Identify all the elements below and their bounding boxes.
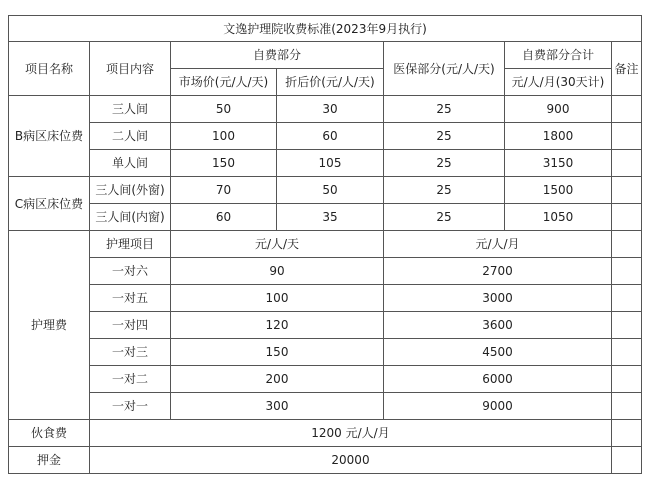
row-remark <box>612 366 642 393</box>
row-market: 150 <box>171 150 277 177</box>
nursing-header-per-day: 元/人/天 <box>171 231 384 258</box>
row-insurance: 25 <box>384 96 505 123</box>
nursing-item: 一对一 <box>90 393 171 420</box>
row-remark <box>612 420 642 447</box>
header-remark: 备注 <box>612 42 642 96</box>
meals-label: 伙食费 <box>9 420 90 447</box>
row-total: 1050 <box>505 204 612 231</box>
header-market-price: 市场价(元/人/天) <box>171 69 277 96</box>
nursing-per-month: 6000 <box>384 366 612 393</box>
header-self-pay: 自费部分 <box>171 42 384 69</box>
row-total: 3150 <box>505 150 612 177</box>
table-row <box>9 177 642 204</box>
table-row <box>9 339 642 366</box>
row-market: 100 <box>171 123 277 150</box>
nursing-per-day: 120 <box>171 312 384 339</box>
row-discount: 50 <box>277 177 384 204</box>
row-remark <box>612 96 642 123</box>
nursing-per-month: 3000 <box>384 285 612 312</box>
nursing-per-month: 2700 <box>384 258 612 285</box>
nursing-per-month: 3600 <box>384 312 612 339</box>
table-row <box>9 312 642 339</box>
deposit-value: 20000 <box>90 447 612 474</box>
ward-b-label: B病区床位费 <box>9 96 90 177</box>
row-discount: 60 <box>277 123 384 150</box>
row-discount: 30 <box>277 96 384 123</box>
nursing-item: 一对二 <box>90 366 171 393</box>
table-row <box>9 258 642 285</box>
table-row <box>9 231 642 258</box>
row-content: 三人间(内窗) <box>90 204 171 231</box>
nursing-per-day: 150 <box>171 339 384 366</box>
table-title: 文逸护理院收费标准(2023年9月执行) <box>9 16 642 42</box>
nursing-per-day: 90 <box>171 258 384 285</box>
row-remark <box>612 312 642 339</box>
row-content: 三人间 <box>90 96 171 123</box>
deposit-label: 押金 <box>9 447 90 474</box>
table-row <box>9 285 642 312</box>
header-insurance: 医保部分(元/人/天) <box>384 42 505 96</box>
nursing-per-month: 9000 <box>384 393 612 420</box>
table-row <box>9 150 642 177</box>
row-total: 1500 <box>505 177 612 204</box>
row-content: 三人间(外窗) <box>90 177 171 204</box>
table-row <box>9 123 642 150</box>
header-self-total: 自费部分合计 <box>505 42 612 69</box>
row-remark <box>612 258 642 285</box>
row-remark <box>612 447 642 474</box>
row-total: 900 <box>505 96 612 123</box>
row-remark <box>612 177 642 204</box>
ward-c-label: C病区床位费 <box>9 177 90 231</box>
nursing-item: 一对五 <box>90 285 171 312</box>
row-content: 二人间 <box>90 123 171 150</box>
table-row <box>9 366 642 393</box>
nursing-per-day: 100 <box>171 285 384 312</box>
row-market: 50 <box>171 96 277 123</box>
header-self-total-unit: 元/人/月(30天计) <box>505 69 612 96</box>
table-row <box>9 447 642 474</box>
nursing-header-per-month: 元/人/月 <box>384 231 612 258</box>
row-remark <box>612 150 642 177</box>
row-remark <box>612 393 642 420</box>
row-total: 1800 <box>505 123 612 150</box>
row-discount: 105 <box>277 150 384 177</box>
row-insurance: 25 <box>384 123 505 150</box>
fee-table <box>8 15 642 474</box>
row-remark <box>612 339 642 366</box>
table-row <box>9 420 642 447</box>
row-remark <box>612 123 642 150</box>
row-discount: 35 <box>277 204 384 231</box>
header-discount-price: 折后价(元/人/天) <box>277 69 384 96</box>
meals-value: 1200 元/人/月 <box>90 420 612 447</box>
nursing-item: 一对四 <box>90 312 171 339</box>
header-item-content: 项目内容 <box>90 42 171 96</box>
nursing-per-day: 200 <box>171 366 384 393</box>
row-content: 单人间 <box>90 150 171 177</box>
nursing-item: 一对三 <box>90 339 171 366</box>
row-insurance: 25 <box>384 204 505 231</box>
row-insurance: 25 <box>384 150 505 177</box>
table-row <box>9 393 642 420</box>
table-row <box>9 96 642 123</box>
row-remark <box>612 231 642 258</box>
nursing-per-month: 4500 <box>384 339 612 366</box>
row-remark <box>612 204 642 231</box>
nursing-header-item: 护理项目 <box>90 231 171 258</box>
row-market: 60 <box>171 204 277 231</box>
row-remark <box>612 285 642 312</box>
nursing-per-day: 300 <box>171 393 384 420</box>
nursing-label: 护理费 <box>9 231 90 420</box>
row-insurance: 25 <box>384 177 505 204</box>
table-row <box>9 204 642 231</box>
header-item-name: 项目名称 <box>9 42 90 96</box>
row-market: 70 <box>171 177 277 204</box>
nursing-item: 一对六 <box>90 258 171 285</box>
